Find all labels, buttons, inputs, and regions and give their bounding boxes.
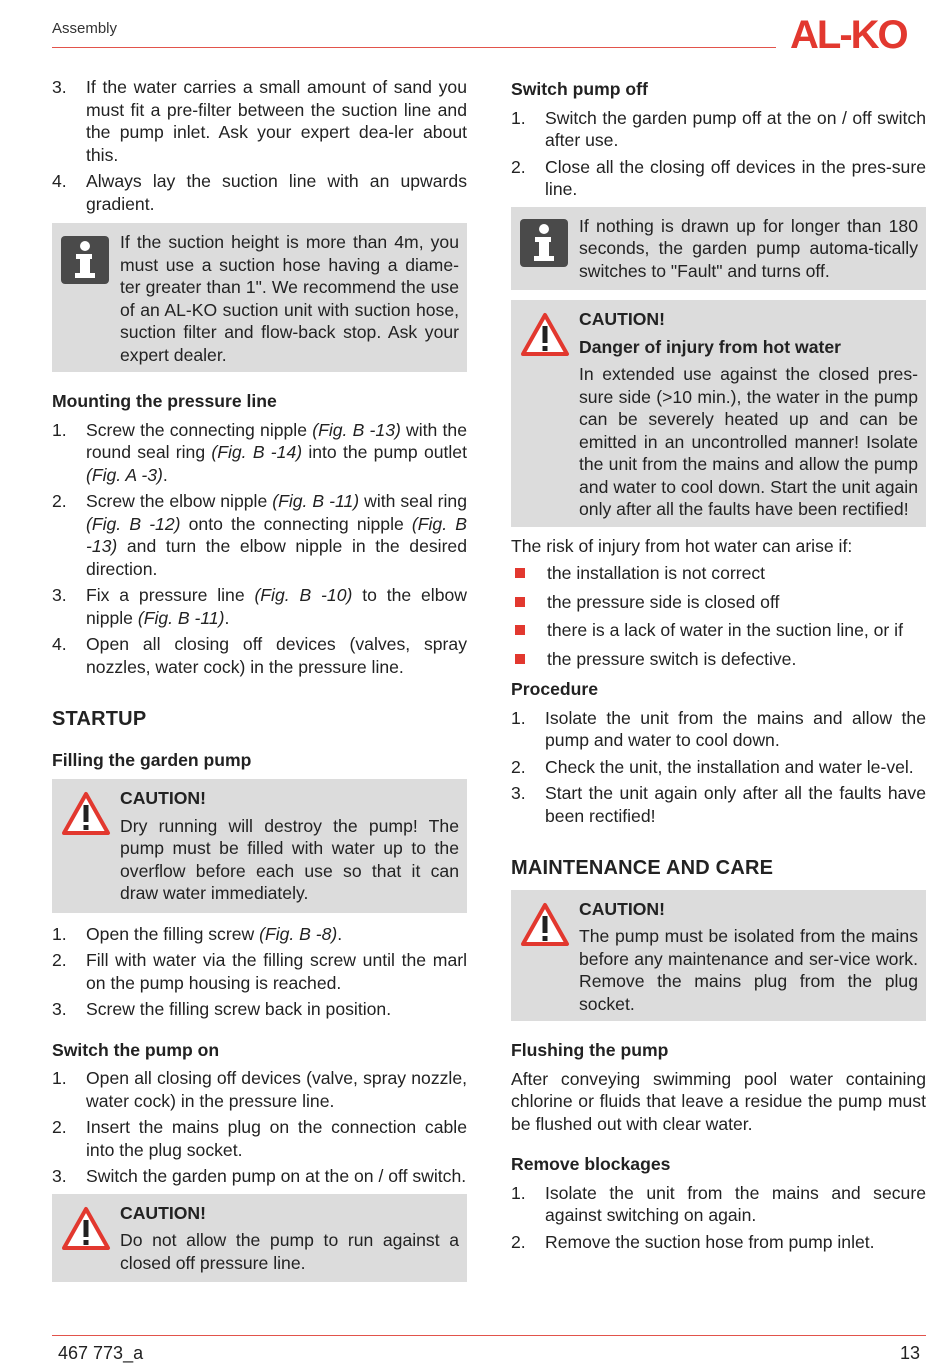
warning-icon	[520, 902, 570, 948]
list-item: 1. Open the filling screw (Fig. B -8).	[52, 923, 343, 944]
suction-list	[52, 76, 467, 215]
list-item: 1. Switch the garden pump off at the on / off switch after use.	[511, 107, 926, 150]
mount-heading: Mounting the pressure line	[52, 391, 277, 411]
bullet-icon	[515, 568, 525, 578]
warning-icon	[61, 1206, 111, 1252]
bullet-icon	[515, 654, 525, 664]
caution-title: CAUTION!	[579, 309, 666, 329]
list-item: 1. Open all closing off devices (valve, spray nozzle, water cock) in the pressure line.	[52, 1068, 467, 1111]
list-item: the pressure switch is defective.	[511, 648, 926, 671]
info-box	[511, 207, 926, 291]
list-item: 2. Screw the elbow nipple (Fig. B -11) with seal ring (Fig. B -12) onto the connecting nipple (Fig. B -13) and turn the elbow nipple in the desired direction.	[52, 491, 467, 579]
procedure-heading: Procedure	[511, 679, 599, 699]
list-item: 4. Open all closing off devices (valves, spray nozzles, water cock) in the pressure line.	[52, 634, 467, 677]
info-icon	[520, 219, 568, 267]
svg-text:AL-KO: AL-KO	[790, 13, 907, 54]
list-item: 3. Screw the filling screw back in position.	[52, 999, 392, 1019]
caution-title: CAUTION!	[120, 1202, 207, 1223]
switch-on-heading: Switch the pump on	[52, 1039, 220, 1060]
list-item: 2. Fill with water via the filling screw until the marl on the pump housing is reached.	[52, 950, 467, 993]
caution-text: The pump must be isolated from the mains before any maintenance and ser-vice work. Remove the mains plug from the plug socket.	[579, 926, 918, 1014]
caution-subtitle: Danger of injury from hot water	[579, 336, 841, 357]
list-item: the pressure side is closed off	[511, 591, 926, 614]
caution-box	[52, 1194, 467, 1283]
switch-on-list	[52, 1067, 467, 1188]
info-icon	[61, 236, 109, 284]
list-item: the installation is not correct	[511, 562, 926, 585]
procedure-list	[511, 707, 926, 828]
list-item: 1. Isolate the unit from the mains and secure against switching on again.	[511, 1182, 926, 1225]
flush-heading: Flushing the pump	[511, 1040, 669, 1060]
caution-title: CAUTION!	[120, 788, 207, 808]
list-item: there is a lack of water in the suction line, or if	[511, 619, 926, 642]
list-item: 3. Start the unit again only after all the faults have been rectified!	[511, 783, 926, 826]
switch-off-list	[511, 107, 926, 201]
caution-box	[511, 300, 926, 527]
page-number: 13	[899, 1343, 920, 1363]
list-item: 3. If the water carries a small amount of sand you must fit a pre-filter between the suction line and the pump inlet. Ask your expert dea-ler about this.	[52, 77, 467, 165]
risk-intro: The risk of injury from hot water can arise if:	[511, 535, 853, 556]
fill-list	[52, 923, 467, 1021]
right-column	[511, 76, 926, 1257]
alko-logo	[790, 12, 928, 54]
list-item: 3. Switch the garden pump on at the on / off switch.	[52, 1166, 467, 1186]
mount-list	[52, 419, 467, 679]
caution-box	[52, 779, 467, 913]
list-item: 3. Fix a pressure line (Fig. B -10) to the elbow nipple (Fig. B -11).	[52, 585, 467, 628]
caution-box	[511, 890, 926, 1022]
list-item: 2. Close all the closing off devices in the pres-sure line.	[511, 156, 926, 199]
header-section-label: Assembly	[52, 20, 118, 37]
list-item: 1. Isolate the unit from the mains and allow the pump and water to cool down.	[511, 707, 926, 750]
caution-text: Do not allow the pump to run against a closed off pressure line.	[120, 1230, 459, 1273]
list-item: 2. Remove the suction hose from pump inlet.	[511, 1231, 875, 1252]
warning-icon	[61, 791, 111, 837]
header-rule	[52, 47, 776, 48]
bullet-icon	[515, 597, 525, 607]
risk-list	[511, 562, 926, 670]
fill-heading: Filling the garden pump	[52, 749, 252, 770]
footer-rule	[52, 1335, 926, 1336]
bullet-icon	[515, 625, 525, 635]
info-box	[52, 223, 467, 372]
list-item: 4. Always lay the suction line with an upwards gradient.	[52, 171, 467, 214]
info-text: If the suction height is more than 4m, you must use a suction hose having a diame-ter greater than 1". We recommend the use of an AL-KO suction unit with suction hose, suction filter and flow-back stop. Ask your expert dealer.	[120, 232, 459, 365]
warning-icon	[520, 312, 570, 358]
caution-text: In extended use against the closed pres-sure side (>10 min.), the water in the pump can be severely heated up and can be emitted in an uncontrolled manner! Isolate the unit from the mains and allow the pump and water to cool down. Start the unit again only after all the faults have been rectified!	[579, 364, 918, 519]
flush-text: After conveying swimming pool water containing chlorine or fluids that leave a residue the pump must be flushed out with clear water.	[511, 1068, 926, 1134]
switch-off-heading: Switch pump off	[511, 79, 648, 99]
blockages-list	[511, 1182, 926, 1254]
maintenance-heading: MAINTENANCE AND CARE	[511, 857, 774, 879]
info-text: If nothing is drawn up for longer than 180 seconds, the garden pump automa-tically switches to "Fault" and turns off.	[579, 215, 918, 281]
list-item: 2. Insert the mains plug on the connection cable into the plug socket.	[52, 1117, 467, 1160]
startup-heading: STARTUP	[52, 708, 147, 730]
list-item: 1. Screw the connecting nipple (Fig. B -13) with the round seal ring (Fig. B -14) into the pump outlet (Fig. A -3).	[52, 419, 467, 485]
left-column	[52, 76, 467, 1282]
caution-title: CAUTION!	[579, 898, 666, 919]
document-number: 467 773_a	[58, 1343, 144, 1363]
caution-text: Dry running will destroy the pump! The pump must be filled with water up to the overflow before each use so that it can draw water immediately.	[120, 815, 459, 903]
blockages-heading: Remove blockages	[511, 1154, 671, 1174]
list-item: 2. Check the unit, the installation and water le-vel.	[511, 756, 914, 777]
